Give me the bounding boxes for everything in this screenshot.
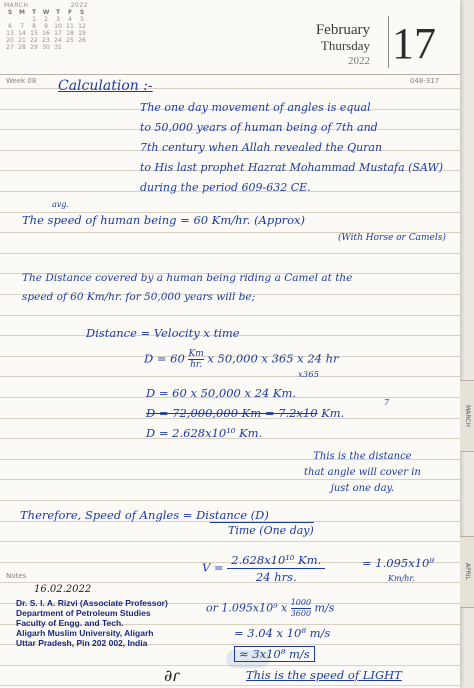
week-label: Week 08 — [6, 77, 37, 85]
calendar-day: 16 — [42, 30, 50, 37]
avg-label: avg. — [52, 200, 69, 209]
date-header — [316, 22, 370, 69]
stamp-line: Dr. S. I. A. Rizvi (Associate Professor) — [16, 598, 168, 608]
stamp-line: Department of Petroleum Studies — [16, 608, 151, 618]
day-count: 048-317 — [410, 77, 440, 85]
speed-line: The speed of human being = 60 Km/hr. (Approx) — [22, 213, 305, 227]
calendar-weekday: S — [79, 9, 85, 16]
note-line: This is the distance — [313, 451, 412, 462]
header-weekday: Thursday — [320, 38, 370, 53]
with-horse-note: (With Horse or Camels) — [338, 233, 446, 243]
calendar-day: 1 — [32, 16, 36, 23]
calendar-weekday: T — [31, 9, 37, 16]
calendar-day: 25 — [66, 37, 74, 44]
km-per-hr-fraction: $\frac{Km}{hr.}$ — [188, 349, 204, 370]
calendar-day: 31 — [54, 44, 62, 51]
paragraph-one-line: The one day movement of angles is equal — [140, 101, 371, 114]
calendar-day: 14 — [18, 30, 26, 37]
fraction-bar — [210, 522, 314, 523]
calendar-weekday: T — [55, 9, 61, 16]
calculation-title: Calculation :- — [58, 78, 153, 94]
paragraph-one-line: during the period 609-632 CE. — [140, 181, 311, 194]
paragraph-one-line: to His last prophet Hazrat Mohammad Mustafa (SAW) — [140, 161, 444, 174]
calendar-day: 21 — [18, 37, 26, 44]
calendar-year: 2022 — [70, 2, 88, 9]
calendar-day: 19 — [78, 30, 86, 37]
calendar-day: 9 — [44, 23, 48, 30]
calendar-day: 20 — [6, 37, 14, 44]
distance-step-2: D = 60 x 50,000 x 24 Km. — [146, 386, 297, 400]
rule-line — [0, 315, 460, 316]
velocity-fraction: $\frac{\text{2.628x10¹⁰ Km.}}{\text{24 hrs.}}$ — [227, 552, 325, 585]
distance-step-3-struck: D = 72,000,000 Km = 7.2x10 Km. — [146, 406, 345, 420]
calendar-day: 18 — [66, 30, 74, 37]
velocity-result: = 1.095x10⁹ — [362, 556, 434, 570]
paragraph-two-line: speed of 60 Km/hr. for 50,000 years will be; — [22, 291, 256, 303]
calendar-day: 26 — [78, 37, 86, 44]
calendar-day: 10 — [54, 23, 62, 30]
distance-equation: Distance = Velocity x time — [86, 326, 240, 340]
paragraph-one — [140, 98, 443, 198]
stamp-line: Uttar Pradesh, Pin 202 002, India — [16, 638, 148, 648]
result-boxed: ≈ 3x10⁸ m/s — [234, 646, 315, 662]
mini-calendar — [4, 2, 88, 51]
paragraph-one-line: to 50,000 years of human being of 7th and — [140, 121, 378, 134]
tab-april[interactable]: APRIL — [460, 536, 474, 608]
calendar-day: 24 — [54, 37, 62, 44]
calendar-weekday: S — [7, 9, 13, 16]
header-rule — [0, 74, 460, 75]
rule-line — [0, 685, 460, 686]
note-line: that angle will cover in — [304, 467, 421, 478]
calendar-day: 29 — [30, 44, 38, 51]
calendar-day — [64, 44, 76, 51]
author-stamp — [16, 598, 168, 648]
calendar-day: 30 — [42, 44, 50, 51]
note-line: just one day. — [330, 483, 395, 494]
calendar-grid — [4, 9, 88, 51]
calendar-day: 6 — [8, 23, 12, 30]
header-day-number: 17 — [392, 19, 436, 68]
calendar-day: 13 — [6, 30, 14, 37]
therefore-line: Therefore, Speed of Angles = Distance (D) — [20, 508, 269, 522]
struck-exponent: 7 — [384, 398, 390, 407]
calendar-day: 11 — [66, 23, 74, 30]
stamp-line: Aligarh Muslim University, Aligarh — [16, 628, 154, 638]
calendar-day: 17 — [54, 30, 62, 37]
rule-line — [0, 500, 460, 501]
distance-result: D = 2.628x10¹⁰ Km. — [146, 426, 263, 440]
distance-step-1: D = 60 $\frac{Km}{hr.}$ x 50,000 x 365 x 24 hr — [144, 349, 339, 370]
header-divider — [388, 16, 389, 68]
result-exact: = 3.04 x 10⁸ m/s — [234, 626, 331, 640]
calendar-day: 2 — [44, 16, 48, 23]
paragraph-two-line: The Distance covered by a human being riding a Camel at the — [22, 272, 353, 284]
time-denominator: Time (One day) — [228, 524, 314, 537]
calendar-day: 4 — [68, 16, 72, 23]
rule-line — [0, 376, 460, 377]
header-year: 2022 — [348, 55, 370, 67]
rule-line — [0, 541, 460, 542]
signature-date: 16.02.2022 — [34, 584, 92, 595]
distance-note — [304, 449, 421, 497]
calendar-day: 7 — [20, 23, 24, 30]
header-month: February — [315, 22, 370, 38]
calendar-month: MARCH — [4, 2, 29, 9]
calendar-weekday: F — [67, 9, 73, 16]
calendar-day — [16, 16, 28, 23]
velocity-equation: V = $\frac{\text{2.628x10¹⁰ Km.}}{\text{24 hrs.}}$ — [202, 552, 325, 585]
conversion-fraction: $\frac{1000}{3600}$ — [290, 598, 312, 618]
tab-march[interactable]: MARCH — [460, 380, 474, 452]
calendar-day: 8 — [32, 23, 36, 30]
paragraph-one-line: 7th century when Allah revealed the Quran — [140, 141, 383, 154]
calendar-day: 12 — [78, 23, 86, 30]
calendar-weekday: M — [19, 9, 25, 16]
calendar-day: 15 — [30, 30, 38, 37]
calendar-day: 23 — [42, 37, 50, 44]
calendar-day — [4, 16, 16, 23]
calendar-day: 22 — [30, 37, 38, 44]
calendar-weekday: W — [42, 9, 50, 16]
x365-annotation: x365 — [298, 370, 320, 380]
calendar-day: 5 — [80, 16, 84, 23]
rule-line — [0, 253, 460, 254]
calendar-day: 28 — [18, 44, 26, 51]
calendar-day — [76, 44, 88, 51]
signature-mark: ∂ɾ — [164, 666, 180, 685]
calendar-day: 3 — [56, 16, 60, 23]
paragraph-two — [22, 269, 352, 307]
velocity-unit: Km/hr. — [388, 574, 415, 583]
stamp-line: Faculty of Engg. and Tech. — [16, 618, 124, 628]
notes-label: Notes — [6, 572, 27, 580]
conversion-line: or 1.095x10⁹ x $\frac{1000}{3600}$ m/s — [206, 598, 335, 618]
calendar-day: 27 — [6, 44, 14, 51]
final-statement: This is the speed of LIGHT — [246, 668, 402, 682]
